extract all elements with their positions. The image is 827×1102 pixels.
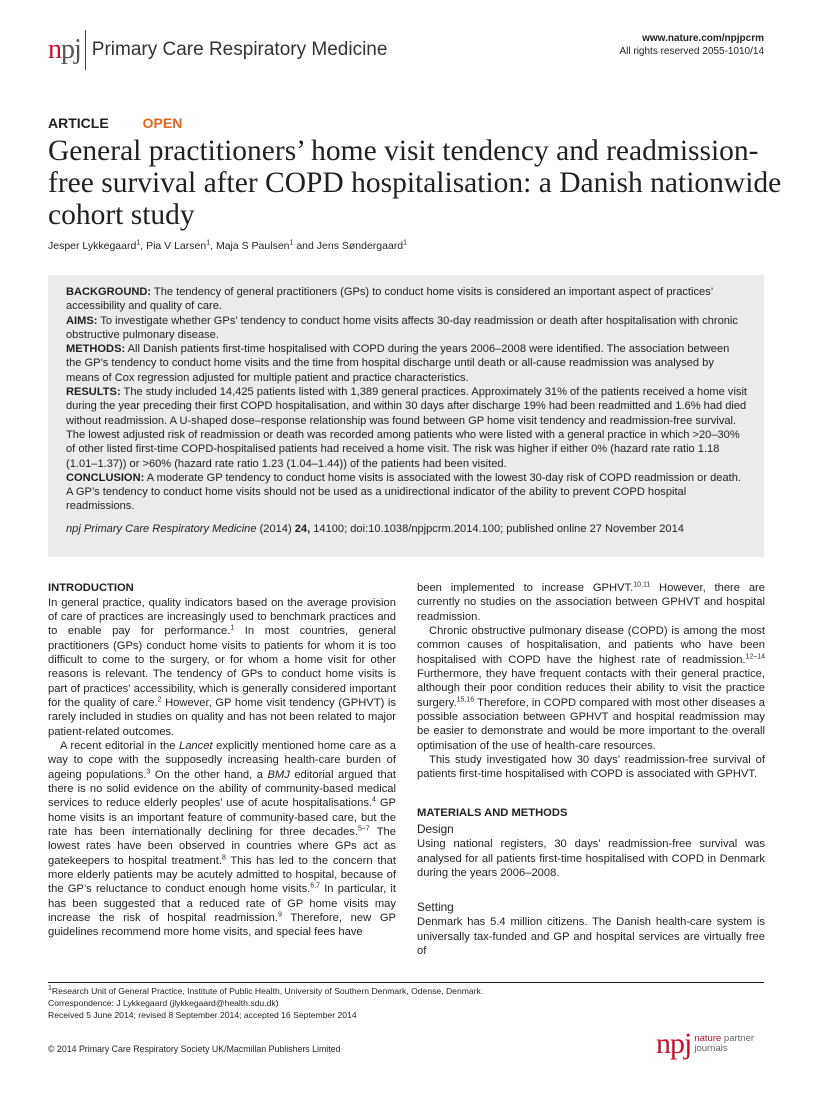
abstract-text: A moderate GP tendency to conduct home visits is associated with the lowest 30-day risk of COPD readmission or death. A GP’s tendency to conduct home visits should not be used as a unidirectional indicator of the ability to prevent COPD hospital readmissions. [66, 471, 741, 513]
author-name: Jens Søndergaard [316, 240, 404, 252]
open-access-badge: OPEN [142, 115, 183, 131]
header-info [619, 32, 764, 58]
author-affiliation-sup: 1 [206, 239, 211, 247]
subheading-design: Design [417, 822, 454, 837]
body-paragraph: been implemented to increase GPHVT.$^{10,11}$ However, there are currently no studies on the association between GPHVT and hospital readmission. [417, 581, 765, 623]
reference-sup: 5–7 [358, 825, 370, 833]
received-dates: Received 5 June 2014; revised 8 September 2014; accepted 16 September 2014 [48, 1010, 357, 1020]
abstract-section [66, 471, 747, 514]
author-name: Maja S Paulsen [215, 240, 290, 252]
abstract-text: The study included 14,425 patients listed with 1,389 general practices. Approximately 31% of the patients received a home visit during the year preceding their first COPD hospitalisation, and within 30 days after discharge 19% had been readmitted and 1.6% had died without readmission. A U-shaped dose–response relationship was found between GP home visit tendency and readmission-free survival. The lowest adjusted risk of readmission or death was recorded among patients who were listed with a general practice in which >20–30% of other listed first-time COPD-hospitalised patients had received a home visit. The risk was higher if either 0% (hazard rate ratio 1.18 (1.01–1.37)) or >60% (hazard rate ratio 1.23 (1.04–1.44)) of the patients had been visited. [66, 386, 747, 470]
journal-name: Primary Care Respiratory Medicine [91, 39, 388, 60]
author-affiliation-sup: 1 [289, 239, 294, 247]
abstract-text: To investigate whether GPs’ tendency to conduct home visits affects 30-day readmission or death after hospitalisation with chronic obstructive pulmonary disease. [66, 314, 738, 341]
subheading-setting: Setting [417, 900, 454, 915]
section-heading-methods: MATERIALS AND METHODS [417, 806, 568, 819]
italic-text: Lancet [178, 739, 213, 752]
reference-sup: 9 [277, 911, 282, 919]
journal-logo [48, 30, 387, 70]
affiliation: $^1$Research Unit of General Practice, Institute of Public Health, University of Southern Denmark, Odense, Denmark. [48, 985, 484, 996]
body-paragraph: A recent editorial in the Lancet explicitly mentioned home care as a way to cope with the supposedly increasing health-care burden of ageing populations.$^3$ On the other hand, a BMJ editorial argued that there is no solid evidence on the ability of community-based medical services to reduce elderly peoples’ use of acute hospitalisations.$^4$ GP home visits is an important feature of community-based care, but the rate has been internationally declining for three decades.$^{5-7}$ The lowest rates have been observed in countries where GPs act as gatekeepers to hospital treatment.$^8$ This has led to the concern that more elderly patients may be acutely admitted to hospital, because of the GP’s reluctance to conduct enough home visits.$^{6,7}$ In particular, it has been suggested that a reduced rate of GP home visits may increase the risk of hospital readmission.$^9$ Therefore, new GP guidelines recommend more home visits, and special fees have [48, 739, 396, 939]
article-type: ARTICLE OPEN [48, 115, 183, 131]
footnote-rule [48, 982, 764, 983]
reference-sup: 10,11 [633, 581, 651, 589]
body-paragraph: In general practice, quality indicators based on the average provision of care of practices are increasingly used to benchmark practices and to enable pay for performance.$^1$ In most countries, general practitioners (GPs) conduct home visits to patients for whom it is too difficult to come to the surgery, or for whom a home visit for other reasons is relevant. The tendency of GPs to conduct home visits is part of practices’ accessibility, which is generally considered important for the quality of care.$^2$ However, GP home visit tendency (GPHVT) is rarely included in studies on quality and has not been related to major patient-related outcomes. [48, 596, 396, 738]
reference-sup: 2 [157, 696, 162, 704]
npj-logo: npj [48, 34, 81, 65]
abstract-box [48, 275, 764, 557]
reference-sup: 3 [146, 767, 151, 775]
author-affiliation-sup: 1 [136, 239, 141, 247]
abstract-section [66, 385, 747, 471]
abstract-label: CONCLUSION: [66, 471, 145, 484]
author-affiliation-sup: 1 [403, 239, 408, 247]
abstract-label: BACKGROUND: [66, 286, 152, 298]
footnotes [48, 985, 483, 1021]
reference-sup: 12–14 [745, 652, 765, 660]
abstract-section [66, 314, 747, 343]
italic-text: BMJ [267, 768, 290, 781]
body-paragraph: This study investigated how 30 days’ readmission-free survival of patients first-time hospitalised with COPD is associated with GPHVT. [417, 754, 765, 781]
section-heading-introduction: INTRODUCTION [48, 582, 134, 594]
body-paragraph: Chronic obstructive pulmonary disease (COPD) is among the most common causes of hospitalisation, and patients who have been hospitalised with COPD have the highest rate of readmission.$^{12-14}$ Furthermore, they have frequent contacts with their general practice, although their poor condition reduces their ability to visit the practice surgery.$^{15,16}$ Therefore, in COPD compared with most other diseases a possible association between GPHVT and hospital readmission may be easier to demonstrate and would be more important to the overall optimisation of the use of health-care resources. [417, 625, 765, 752]
reference-sup: 6,7 [310, 882, 321, 890]
reference-sup: 4 [372, 796, 376, 804]
copyright: © 2014 Primary Care Respiratory Society UK/Macmillan Publishers Limited [48, 1044, 341, 1054]
abstract-label: METHODS: [66, 343, 126, 356]
design-paragraph: Using national registers, 30 days’ readmission-free survival was analysed for all patients first-time hospitalised with COPD in Denmark during the years 2006–2008. [417, 838, 765, 879]
right-column [417, 581, 765, 958]
abstract-text: All Danish patients first-time hospitalised with COPD during the years 2006–2008 were identified. The association between the GP’s tendency to conduct home visits and the time from hospital discharge until death or all-cause readmission was analysed by means of Cox regression adjusted for multiple patient and practice characteristics. [66, 343, 730, 384]
article-title: General practitioners’ home visit tendency and readmission-free survival after COPD hospitalisation: a Danish nationwide cohort study [48, 135, 782, 231]
citation-line: npj Primary Care Respiratory Medicine (2014) 24, 14100; doi:10.1038/npjpcrm.2014.100; published online 27 November 2014 [66, 522, 684, 535]
abstract-section [66, 342, 747, 385]
reference-sup: 1 [230, 624, 235, 632]
logo-divider [85, 30, 86, 70]
abstract-section [66, 285, 747, 314]
setting-paragraph: Denmark has 5.4 million citizens. The Danish health-care system is universally tax-funded and GP and hospital services are virtually free of [417, 916, 765, 958]
reference-sup: 8 [221, 853, 226, 861]
author-list: Jesper Lykkegaard$^1$, Pia V Larsen$^1$, Maja S Paulsen$^1$ and Jens Søndergaard$^1$ [48, 239, 408, 252]
author-name: Pia V Larsen [146, 240, 207, 252]
abstract-label: RESULTS: [66, 386, 121, 399]
rights-text: All rights reserved 2055-1010/14 [619, 46, 764, 57]
npj-partner-logo: npj nature partner journals [656, 1027, 755, 1060]
reference-sup: 15,16 [456, 696, 475, 704]
abstract-label: AIMS: [66, 314, 98, 327]
journal-url[interactable]: www.nature.com/npjpcrm [642, 33, 764, 44]
abstract-text: The tendency of general practitioners (GPs) to conduct home visits is considered an important aspect of practices’ accessibility and quality of care. [66, 286, 713, 313]
author-name: Jesper Lykkegaard [48, 240, 137, 252]
left-column [48, 581, 396, 940]
correspondence: Correspondence: J Lykkegaard (jlykkegaard@health.sdu.dk) [48, 998, 279, 1008]
